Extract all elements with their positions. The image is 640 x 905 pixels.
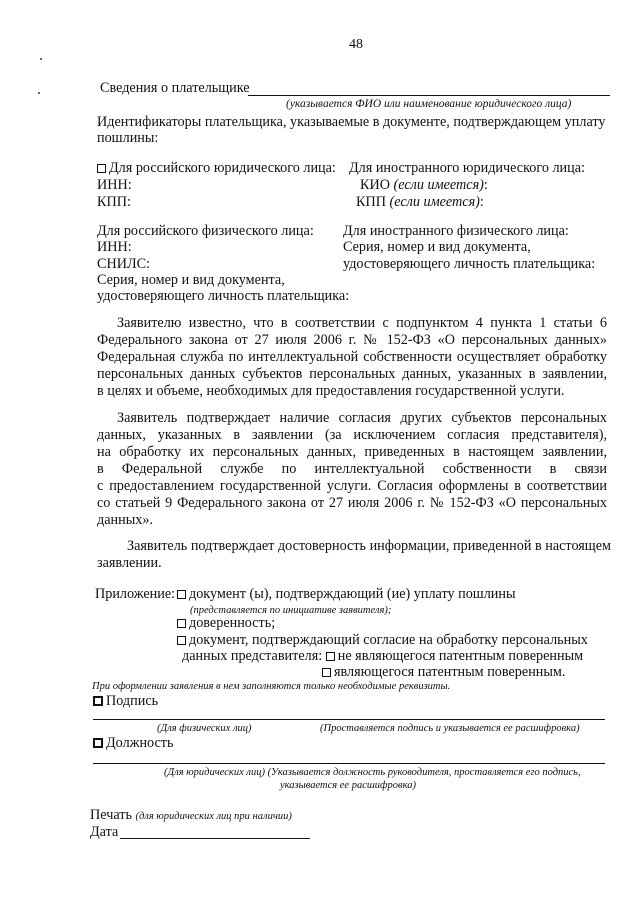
- foreign-legal-title: Для иностранного юридического лица:: [349, 160, 585, 176]
- attachment-consent-row: [182, 648, 583, 665]
- stamp-row: [90, 807, 292, 824]
- attachment-payment-checkbox[interactable]: [177, 590, 186, 599]
- para1-line: в целях и объеме, необходимых для предоставления государственной услуги.: [97, 383, 565, 399]
- para2-line: данных, указанных в заявлении (за исключением согласия представителя),: [97, 427, 607, 443]
- date-input-line[interactable]: [120, 838, 310, 839]
- para2-line: на обработку их персональных данных, приведенных в настоящем заявлении,: [97, 444, 607, 460]
- para2-line: со статьей 9 Федерального закона от 27 июля 2006 г. № 152-ФЗ «О персональных: [97, 495, 607, 511]
- attachment-power-text: доверенность;: [189, 615, 276, 631]
- stamp-hint: (для юридических лиц при наличии): [135, 811, 292, 822]
- attachment-power-checkbox[interactable]: [177, 619, 186, 628]
- consent-paragraph-1: [97, 315, 607, 400]
- foreign-legal-kpp-hint: (если имеется): [389, 194, 480, 210]
- para1-line: Федеральная служба по интеллектуальной собственности осуществляет обработку: [97, 349, 607, 365]
- page-number: 48: [349, 37, 363, 52]
- attachment-payment-text: документ (ы), подтверждающий (ие) уплату пошлины: [189, 586, 516, 602]
- legal-signature-hint1: (Для юридических лиц) (Указывается должность руководителя, проставляется его подпись,: [164, 767, 581, 778]
- signature-input-line[interactable]: [93, 719, 605, 720]
- para2-line: в Федеральной службе по интеллектуальной собственности в связи: [97, 461, 607, 477]
- attachment-item-payment: [177, 586, 516, 603]
- ru-person-doc1: Серия, номер и вид документа,: [97, 272, 285, 288]
- ru-person-inn: ИНН:: [97, 239, 132, 255]
- attachment-consent-checkbox[interactable]: [177, 636, 186, 645]
- foreign-legal-kio-hint: (если имеется): [393, 177, 484, 193]
- identifiers-line1: Идентификаторы плательщика, указываемые в документе, подтверждающем уплату: [97, 114, 606, 130]
- para2-line: Заявитель подтверждает наличие согласия других субъектов персональных: [117, 410, 607, 426]
- foreign-person-doc1: Серия, номер и вид документа,: [343, 239, 531, 255]
- attorney-text: являющегося патентным поверенным.: [334, 664, 566, 680]
- identifiers-line2: пошлины:: [97, 130, 159, 146]
- para3-line: Заявитель подтверждает достоверность информации, приведенной в настоящем: [127, 538, 611, 554]
- para2-line: данных».: [97, 512, 153, 528]
- position-checkbox[interactable]: [93, 738, 103, 748]
- signature-person-hint2: (Проставляется подпись и указывается ее расшифровка): [320, 723, 580, 734]
- not-attorney-text: не являющегося патентным поверенным: [337, 648, 584, 664]
- consent-paragraph-2: [97, 410, 607, 529]
- payer-label: Сведения о плательщике: [100, 80, 250, 96]
- attachment-payment-hint: (представляется по инициативе заявителя);: [190, 605, 392, 616]
- position-input-line[interactable]: [93, 763, 605, 764]
- not-attorney-checkbox[interactable]: [326, 652, 335, 661]
- ru-legal-inn: ИНН:: [97, 177, 132, 193]
- foreign-legal-kpp-row: КПП (если имеется):: [356, 194, 484, 210]
- ru-legal-title: [97, 160, 336, 177]
- para1-line: Федерального закона от 27 июля 2006 г. № 152-ФЗ «О персональных данных»: [97, 332, 607, 348]
- ru-person-doc2: удостоверяющего личность плательщика:: [97, 288, 350, 304]
- payer-hint: (указывается ФИО или наименование юридического лица): [286, 98, 572, 110]
- payer-input-line[interactable]: [248, 95, 610, 96]
- foreign-person-doc2: удостоверяющего личность плательщика:: [343, 256, 596, 272]
- reliability-paragraph: [97, 538, 611, 572]
- position-row: [93, 735, 173, 752]
- legal-signature-hint2: указывается ее расшифровка): [280, 780, 416, 791]
- ru-legal-checkbox[interactable]: [97, 164, 106, 173]
- para1-line: Заявителю известно, что в соответствии с подпунктом 4 пункта 1 статьи 6: [117, 315, 607, 331]
- foreign-legal-kpp: КПП: [356, 194, 386, 210]
- foreign-legal-kio: КИО: [360, 177, 390, 193]
- foreign-person-title: Для иностранного физического лица:: [343, 223, 569, 239]
- attachment-consent-cont: данных представителя:: [182, 648, 323, 664]
- ru-legal-title-text: Для российского юридического лица:: [109, 160, 336, 176]
- para3-line: заявлении.: [97, 555, 162, 571]
- attachment-item-consent: [177, 632, 588, 649]
- attachment-label: Приложение:: [95, 586, 176, 602]
- ru-person-title: Для российского физического лица:: [97, 223, 314, 239]
- date-label: Дата: [90, 824, 119, 840]
- signature-row: [93, 693, 158, 710]
- foreign-legal-kio-row: КИО (если имеется):: [360, 177, 488, 193]
- attachment-item-power: [177, 615, 275, 632]
- signature-checkbox[interactable]: [93, 696, 103, 706]
- signature-person-hint: (Для физических лиц): [157, 723, 252, 734]
- scan-mark: [38, 92, 40, 94]
- ru-legal-kpp: КПП:: [97, 194, 131, 210]
- para2-line: с предоставлением государственной услуги. Согласия оформлены в соответствии: [97, 478, 607, 494]
- filling-note: При оформлении заявления в нем заполняются только необходимые реквизиты.: [92, 681, 451, 692]
- scan-mark: [40, 58, 42, 60]
- attorney-checkbox[interactable]: [322, 668, 331, 677]
- ru-person-snils: СНИЛС:: [97, 256, 150, 272]
- para1-line: персональных данных субъектов персональных данных, указанных в заявлении,: [97, 366, 607, 382]
- signature-label: Подпись: [106, 693, 159, 709]
- attorney-row: [322, 664, 565, 681]
- attachment-consent-text: документ, подтверждающий согласие на обработку персональных: [189, 632, 588, 648]
- position-label: Должность: [106, 735, 174, 751]
- stamp-label: Печать: [90, 807, 132, 823]
